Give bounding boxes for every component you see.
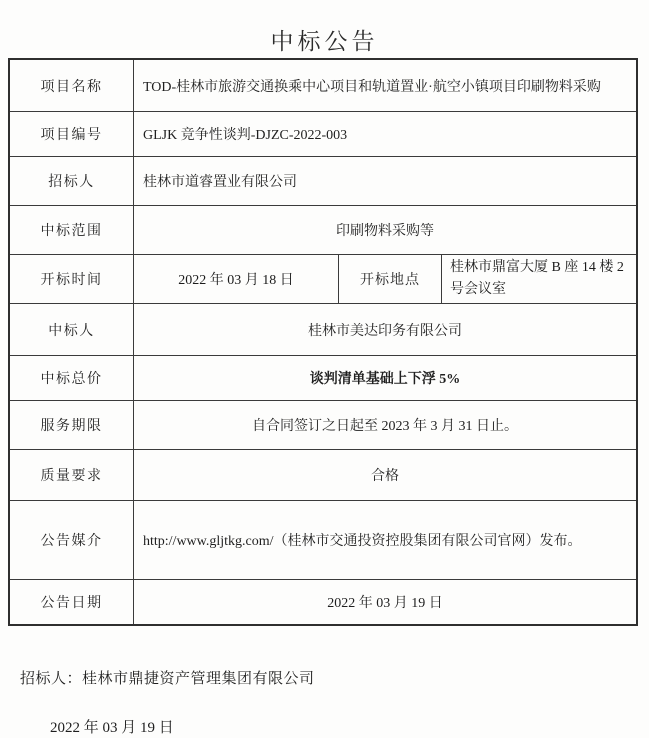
service-period-label: 服务期限 bbox=[10, 401, 134, 449]
bid-scope-label: 中标范围 bbox=[10, 206, 134, 254]
project-name-value: TOD-桂林市旅游交通换乘中心项目和轨道置业·航空小镇项目印刷物料采购 bbox=[143, 79, 601, 95]
project-number-value: GLJK 竞争性谈判-DJZC-2022-003 bbox=[143, 128, 348, 143]
bid-opening-place-value: 桂林市鼎富大厦 B 座 14 楼 2 号会议室 bbox=[450, 260, 624, 297]
row-tenderer bbox=[10, 157, 636, 206]
winning-bidder-label: 中标人 bbox=[10, 304, 134, 355]
winning-bidder-value: 桂林市美达印务有限公司 bbox=[308, 323, 462, 339]
project-number-label: 项目编号 bbox=[10, 112, 134, 156]
footer-tenderer-line: 招标人：桂林市鼎捷资产管理集团有限公司 bbox=[20, 671, 315, 687]
row-bid-scope bbox=[10, 206, 636, 255]
quality-requirement-label: 质量要求 bbox=[10, 450, 134, 500]
row-announcement-media bbox=[10, 501, 636, 580]
row-announcement-date bbox=[10, 580, 636, 624]
announcement-date-value: 2022 年 03 月 19 日 bbox=[327, 596, 443, 611]
announcement-media-value: http://www.gljtkg.com/（桂林市交通投资控股集团有限公司官网）发布。 bbox=[143, 534, 582, 549]
tenderer-value: 桂林市道睿置业有限公司 bbox=[143, 175, 297, 190]
announcement-date-label: 公告日期 bbox=[10, 580, 134, 624]
quality-requirement-value: 合格 bbox=[371, 469, 399, 484]
row-quality-requirement bbox=[10, 450, 636, 501]
bid-opening-place-label: 开标地点 bbox=[339, 255, 442, 303]
bid-scope-value: 印刷物料采购等 bbox=[336, 224, 434, 239]
row-winning-price bbox=[10, 356, 636, 401]
row-service-period bbox=[10, 401, 636, 450]
winning-price-value: 谈判清单基础上下浮 5% bbox=[309, 372, 461, 387]
bid-opening-time-label: 开标时间 bbox=[10, 255, 134, 303]
page-title: 中标公告 bbox=[270, 29, 379, 54]
bid-opening-time-value: 2022 年 03 月 18 日 bbox=[134, 255, 339, 303]
announcement-table bbox=[8, 58, 638, 626]
service-period-value: 自合同签订之日起至 2023 年 3 月 31 日止。 bbox=[252, 419, 518, 434]
footer-date-line: 2022 年 03 月 19 日 bbox=[50, 720, 174, 736]
row-project-name bbox=[10, 60, 636, 112]
row-project-number bbox=[10, 112, 636, 157]
winning-price-label: 中标总价 bbox=[10, 356, 134, 400]
tenderer-label: 招标人 bbox=[10, 157, 134, 205]
project-name-label: 项目名称 bbox=[10, 60, 134, 111]
announcement-media-label: 公告媒介 bbox=[10, 501, 134, 579]
row-winning-bidder bbox=[10, 304, 636, 356]
row-bid-opening bbox=[10, 255, 636, 304]
